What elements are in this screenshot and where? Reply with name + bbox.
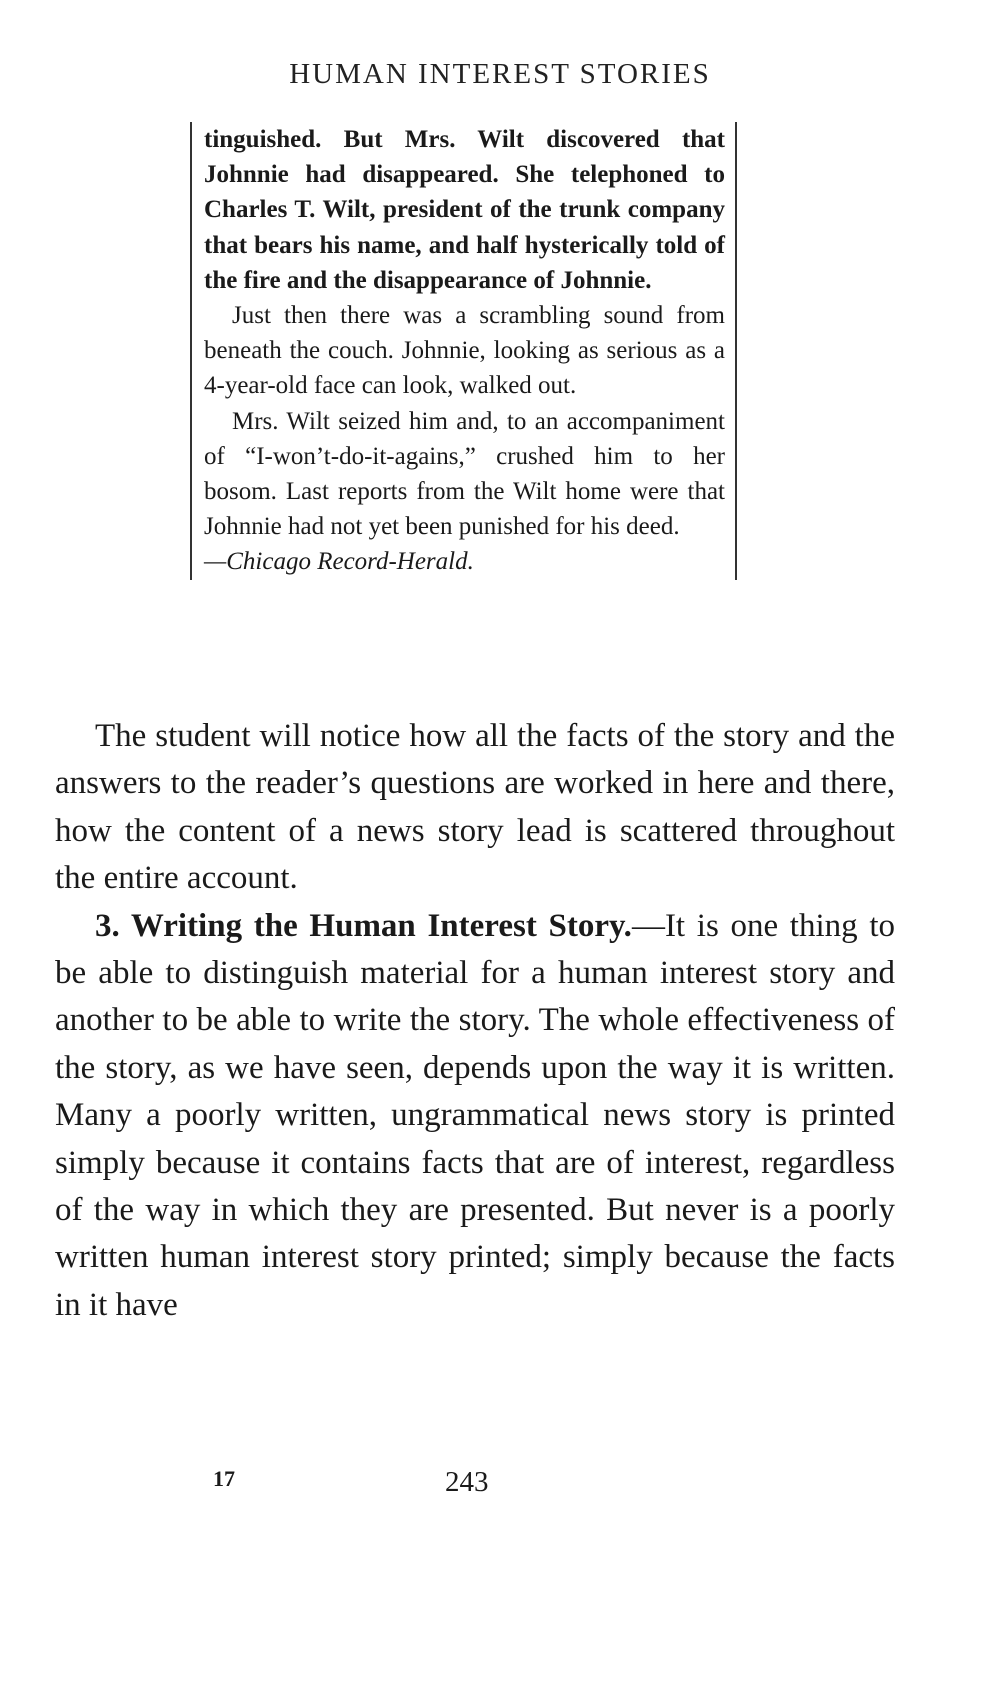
page-footer (0, 1466, 1000, 1506)
page-number: 243 (445, 1466, 489, 1498)
body-paragraph: The student will notice how all the facts of the story and the answers to the reader’s questions are worked in here and there, how the content of a news story lead is scattered throughout the entire account. (55, 718, 895, 897)
quote-paragraph: Just then there was a scrambling sound from beneath the couch. Johnnie, looking as serious as a 4-year-old face can look, walked out. (204, 302, 725, 400)
quoted-news-story (190, 122, 737, 580)
section-body: —It is one thing to be able to distinguish material for a human interest story and another to be able to write the story. The whole effectiveness of the story, as we have seen, depends upon the way it is written. Many a poorly written, ungrammatical news story is printed simply because it contains facts that are of interest, regardless of the way in which they are presented. But never is a poorly written human interest story printed; simply because the facts in it have (55, 907, 895, 1323)
signature-mark: 17 (213, 1466, 235, 1491)
quote-paragraph: tinguished. But Mrs. Wilt discovered that Johnnie had disappeared. She telephoned to Charles T. Wilt, president of the trunk company that bears his name, and half hysterically told of the fire and the disappearance of Johnnie. (204, 126, 725, 294)
quote-paragraph: Mrs. Wilt seized him and, to an accompaniment of “I-won’t-do-it-agains,” crushed him to her bosom. Last reports from the Wilt home were that Johnnie had not yet been punished for his deed. (204, 407, 725, 541)
running-head: HUMAN INTEREST STORIES (289, 58, 711, 90)
body-text (55, 713, 895, 1329)
quote-source: —Chicago Record-Herald. (204, 548, 474, 576)
section-heading: 3. Writing the Human Interest Story. (95, 907, 632, 944)
body-paragraph-section (55, 903, 895, 1330)
